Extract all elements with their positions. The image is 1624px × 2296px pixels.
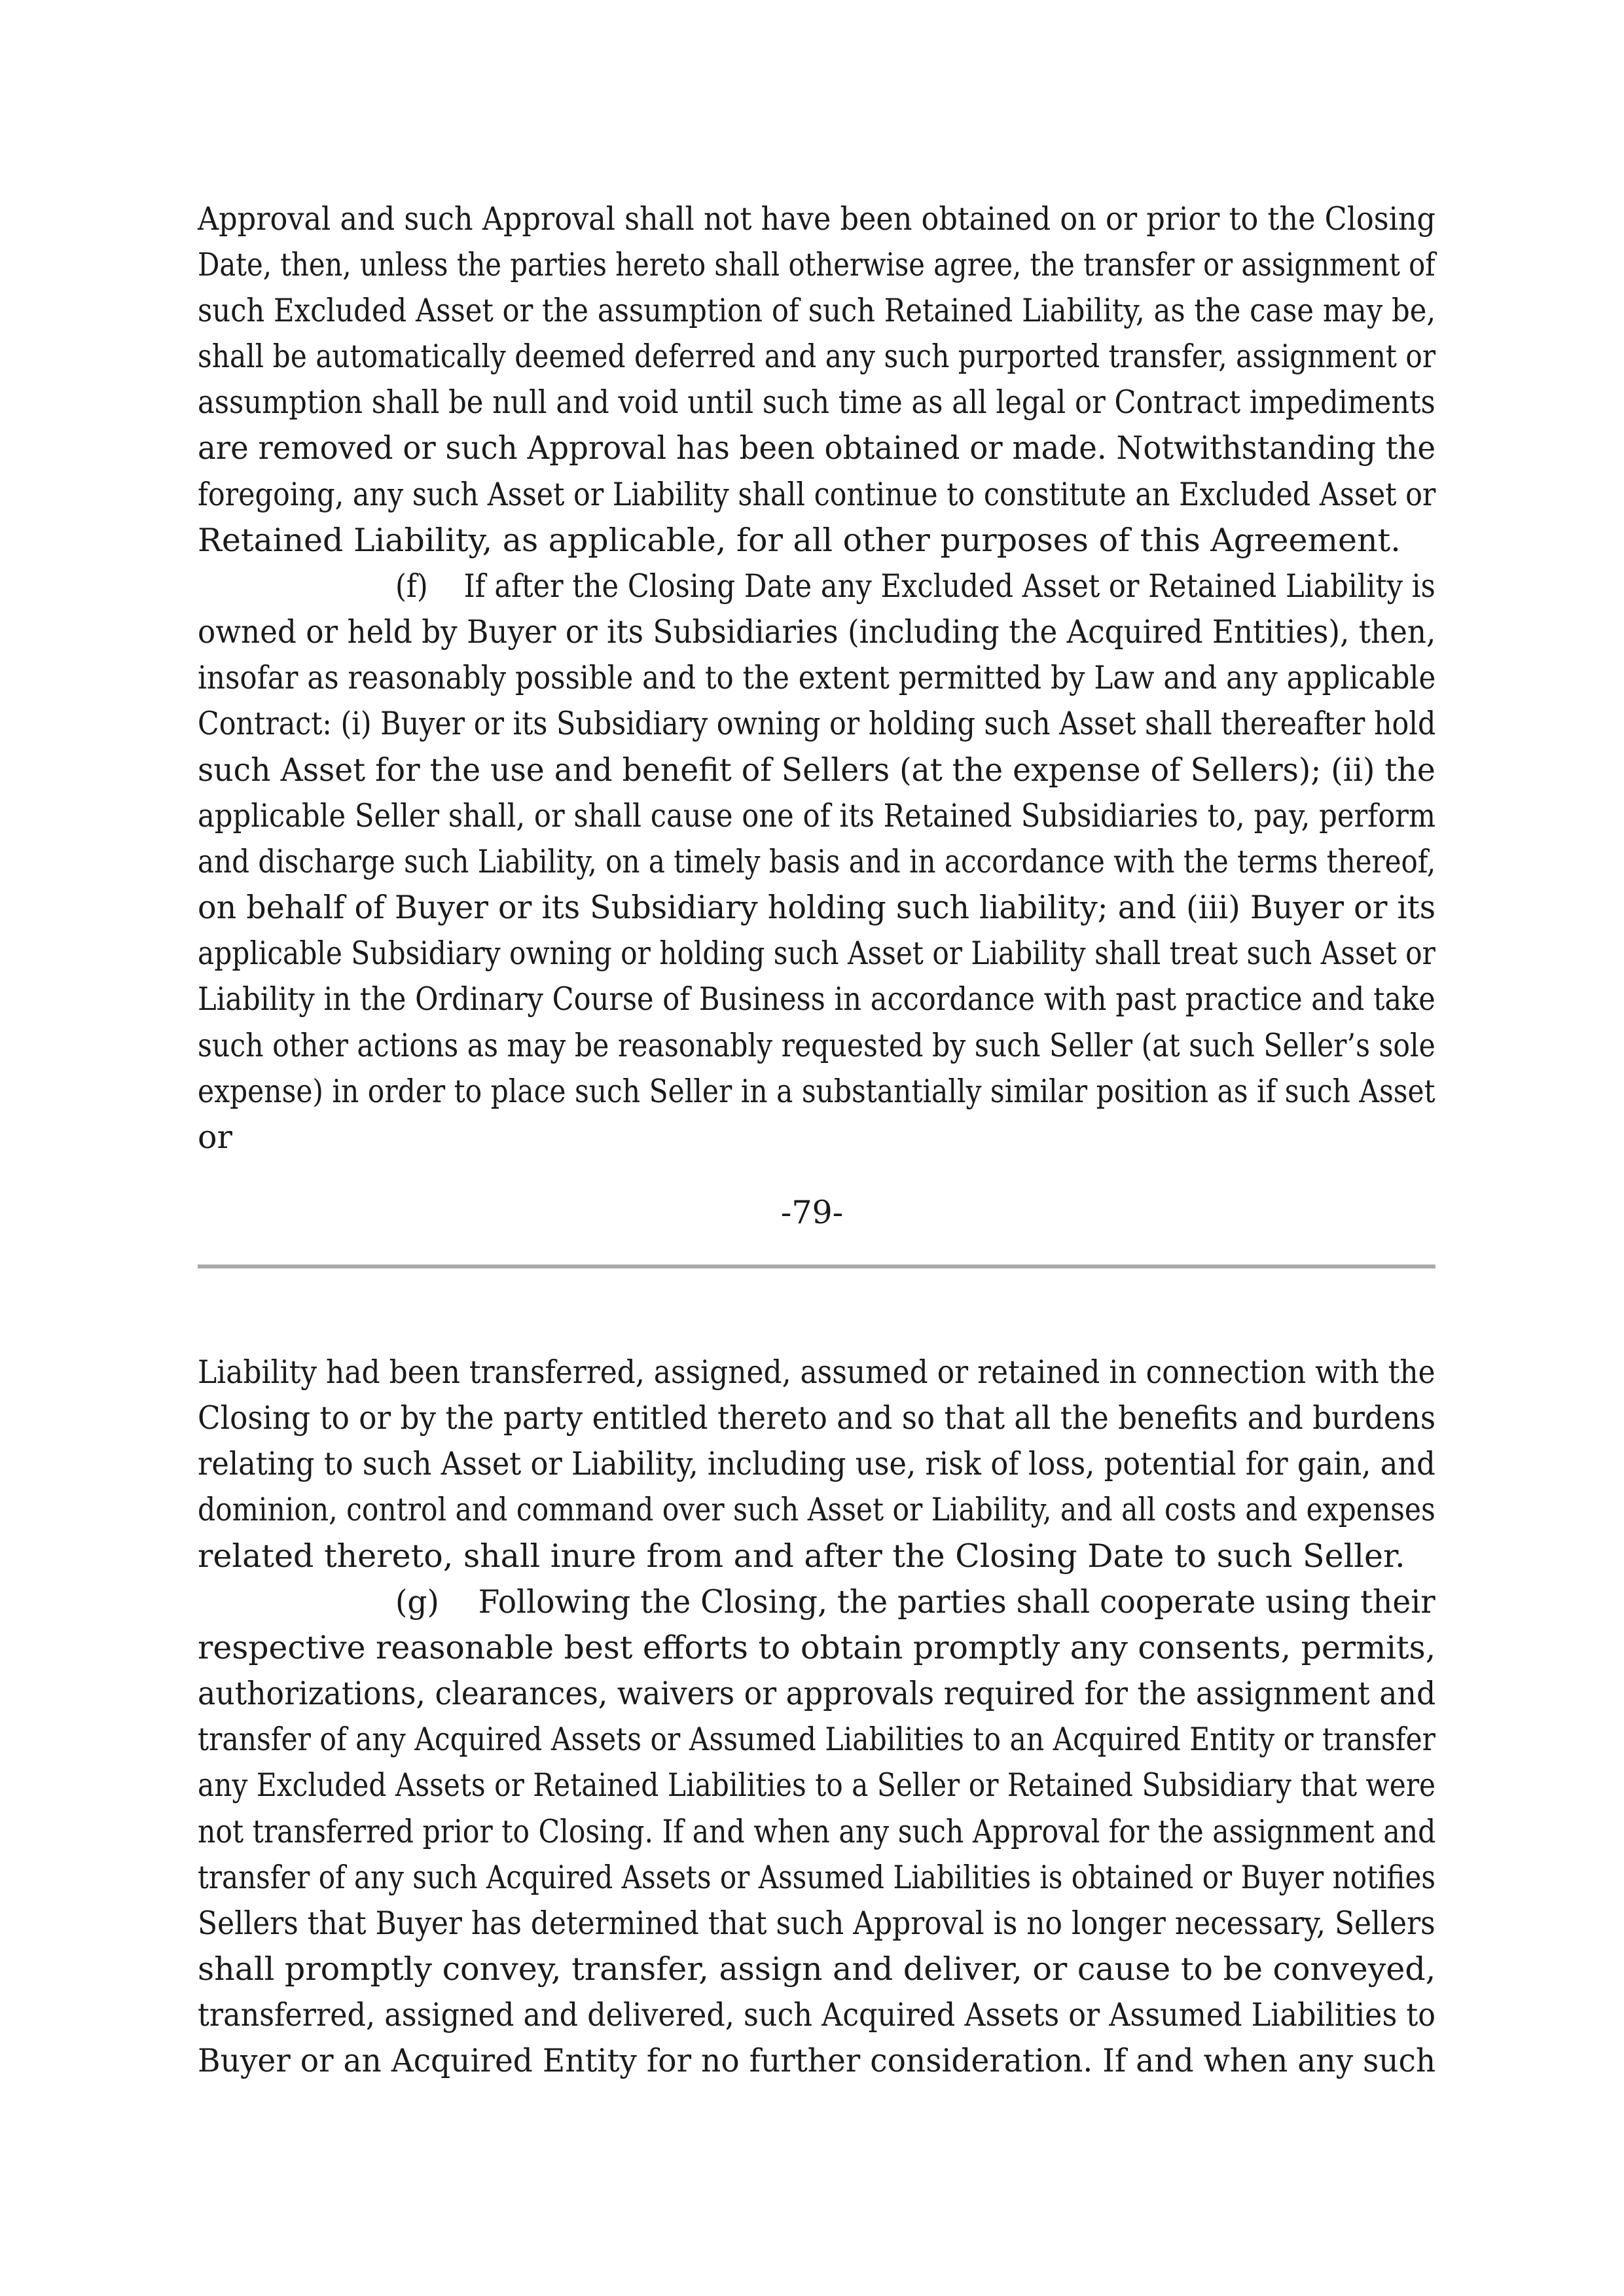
text-line: Sellers that Buyer has determined that such Approval is no longer necessary, Sellers	[198, 1905, 1435, 1942]
text-line: are removed or such Approval has been obtained or made. Notwithstanding the	[198, 429, 1436, 467]
text-line: Liability in the Ordinary Course of Business in accordance with past practice and take	[198, 980, 1435, 1018]
paragraph-g-start: (g) Following the Closing, the parties shall cooperate using their	[395, 1583, 1435, 1621]
text-line: on behalf of Buyer or its Subsidiary holding such liability; and (iii) Buyer or its	[198, 889, 1436, 926]
text-line: shall be automatically deemed deferred and any such purported transfer, assignment or	[198, 338, 1436, 375]
text-line: Approval and such Approval shall not have been obtained on or prior to the Closing	[198, 200, 1436, 238]
text-line: foregoing, any such Asset or Liability shall continue to constitute an Excluded Asset or	[198, 476, 1436, 513]
text-line: applicable Seller shall, or shall cause one of its Retained Subsidiaries to, pay, perform	[198, 797, 1435, 834]
text-line: such Excluded Asset or the assumption of such Retained Liability, as the case may be,	[198, 292, 1436, 329]
text-line: owned or held by Buyer or its Subsidiaries (including the Acquired Entities), then,	[198, 613, 1436, 651]
text-line: such other actions as may be reasonably requested by such Seller (at such Seller’s sole	[198, 1027, 1435, 1064]
text-line: such Asset for the use and benefit of Sellers (at the expense of Sellers); (ii) the	[198, 751, 1435, 789]
text-line: and discharge such Liability, on a timely basis and in accordance with the terms thereof,	[198, 843, 1436, 880]
text-line: relating to such Asset or Liability, including use, risk of loss, potential for gain, and	[198, 1445, 1435, 1482]
paragraph-f-start: (f) If after the Closing Date any Excluded Asset or Retained Liability is	[395, 567, 1435, 605]
text-line: Date, then, unless the parties hereto shall otherwise agree, the transfer or assignment of	[198, 246, 1435, 283]
text-line: Closing to or by the party entitled thereto and so that all the benefits and burdens	[198, 1399, 1436, 1437]
page-number: -79-	[780, 1194, 844, 1231]
text-line: applicable Subsidiary owning or holding such Asset or Liability shall treat such Asset or	[198, 935, 1435, 972]
text-line: related thereto, shall inure from and after the Closing Date to such Seller.	[198, 1537, 1405, 1575]
text-line: assumption shall be null and void until such time as all legal or Contract impediments	[198, 384, 1435, 421]
text-line: expense) in order to place such Seller in a substantially similar position as if such Asset	[198, 1073, 1435, 1110]
text-line: transferred, assigned and delivered, such Acquired Assets or Assumed Liabilities to	[198, 1996, 1435, 2034]
text-line: Liability had been transferred, assigned, assumed or retained in connection with the	[198, 1354, 1435, 1391]
text-line: insofar as reasonably possible and to the extent permitted by Law and any applicable	[198, 659, 1436, 696]
text-line: transfer of any such Acquired Assets or Assumed Liabilities is obtained or Buyer notifies	[198, 1859, 1435, 1896]
text-line: Retained Liability, as applicable, for all other purposes of this Agreement.	[198, 522, 1401, 559]
text-line: authorizations, clearances, waivers or approvals required for the assignment and	[198, 1675, 1436, 1712]
text-line: shall promptly convey, transfer, assign and deliver, or cause to be conveyed,	[198, 1950, 1436, 1988]
text-line: any Excluded Assets or Retained Liabilities to a Seller or Retained Subsidiary that were	[198, 1767, 1436, 1804]
text-line: transfer of any Acquired Assets or Assumed Liabilities to an Acquired Entity or transfer	[198, 1721, 1435, 1758]
text-line: dominion, control and command over such Asset or Liability, and all costs and expenses	[198, 1491, 1435, 1528]
text-line: Contract: (i) Buyer or its Subsidiary owning or holding such Asset shall thereafter hold	[198, 705, 1436, 742]
text-line: respective reasonable best efforts to obtain promptly any consents, permits,	[198, 1629, 1436, 1666]
page-divider	[198, 1265, 1435, 1268]
text-line: not transferred prior to Closing. If and when any such Approval for the assignment and	[198, 1813, 1436, 1850]
text-line: Buyer or an Acquired Entity for no further consideration. If and when any such	[198, 2042, 1436, 2079]
text-line: or	[198, 1119, 232, 1156]
